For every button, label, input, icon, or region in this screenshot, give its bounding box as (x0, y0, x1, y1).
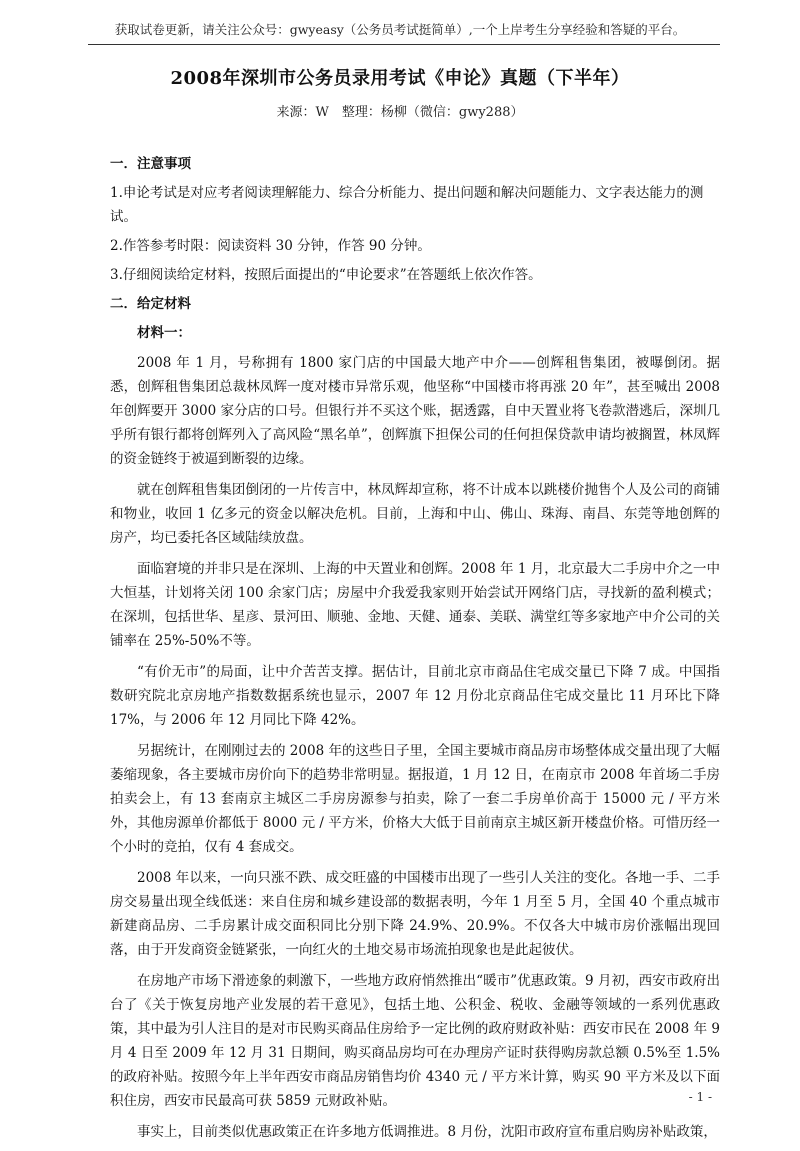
material-paragraph: “有价无市”的局面，让中介苦苦支撑。据估计，目前北京市商品住宅成交量已下降 7 成。中国指数研究院北京房地产指数数据系统也显示，2007 年 12 月份北京商品住宅成交量比 11 月环比下降 17%，与 2006 年 12 月同比下降 42%。 (110, 664, 720, 728)
section-heading-notes: 一．注意事项 (110, 156, 191, 172)
section-heading-materials: 二．给定材料 (110, 296, 191, 312)
note-item: 2.作答参考时限：阅读资料 30 分钟，作答 90 分钟。 (110, 238, 431, 254)
header-note: 获取试卷更新，请关注公众号：gwyeasy（公务员考试挺简单）,一个上岸考生分享经验和答疑的平台。 (114, 22, 686, 37)
material-paragraph: 面临窘境的并非只是在深圳、上海的中天置业和创辉。2008 年 1 月，北京最大二手房中介之一中大恒基，计划将关闭 100 余家门店；房屋中介我爱我家则开始尝试开网络门店，寻找新的盈利模式；在深圳，包括世华、星彦、景河田、顺驰、金地、天健、通泰、美联、满堂红等多家地产中介公司的关铺率在 25%-50%不等。 (110, 561, 720, 649)
note-item: 3.仔细阅读给定材料，按照后面提出的“申论要求”在答题纸上依次作答。 (110, 267, 542, 283)
note-item: 1.申论考试是对应考者阅读理解能力、综合分析能力、提出问题和解决问题能力、文字表达能力的测试。 (110, 185, 704, 225)
material-paragraph: 就在创辉租售集团倒闭的一片传言中，林凤辉却宣称，将不计成本以跳楼价抛售个人及公司的商铺和物业，收回 1 亿多元的资金以解决危机。目前，上海和中山、佛山、珠海、南昌、东莞等地创辉的房产，均已委托各区域陆续放盘。 (110, 482, 720, 546)
page-number: - 1 - (688, 1090, 712, 1104)
material-paragraph: 事实上，目前类似优惠政策正在许多地方低调推进。8 月份，沈阳市政府宣布重启购房补贴政策， (137, 1124, 717, 1140)
material-subheading: 材料一： (137, 325, 191, 341)
material-paragraph: 2008 年以来，一向只涨不跌、成交旺盛的中国楼市出现了一些引人关注的变化。各地一手、二手房交易量出现全线低迷：来自住房和城乡建设部的数据表明，今年 1 月至 5 月，全国 40 个重点城市新建商品房、二手房累计成交面积同比分别下降 24.9%、20.9%。不仅各大中城市房价涨幅出现回落，由于开发商资金链紧张，一向红火的土地交易市场流拍现象也是此起彼伏。 (110, 870, 720, 958)
page-title: 2008年深圳市公务员录用考试《申论》真题（下半年） (170, 68, 630, 89)
header-divider (88, 44, 720, 45)
source-line: 来源：W 整理：杨柳（微信：gwy288） (276, 105, 524, 120)
material-paragraph: 2008 年 1 月，号称拥有 1800 家门店的中国最大地产中介——创辉租售集团，被曝倒闭。据悉，创辉租售集团总裁林凤辉一度对楼市异常乐观，他坚称“中国楼市将再涨 20 年”，甚至喊出 2008 年创辉要开 3000 家分店的口号。但银行并不买这个账，据透露，自中天置业将飞卷款潜逃后，深圳几乎所有银行都将创辉列入了高风险“黑名单”，创辉旗下担保公司的任何担保贷款申请均被搁置，林凤辉的资金链终于被逼到断裂的边缘。 (110, 355, 720, 467)
material-paragraph: 另据统计，在刚刚过去的 2008 年的这些日子里，全国主要城市商品房市场整体成交量出现了大幅萎缩现象，各主要城市房价向下的趋势非常明显。据报道，1 月 12 日，在南京市 2008 年首场二手房拍卖会上，有 13 套南京主城区二手房房源参与拍卖，除了一套二手房单价高于 15000 元 / 平方米外，其他房源单价都低于 8000 元 / 平方米，价格大大低于目前南京主城区新开楼盘价格。可惜历经一个小时的竞拍，仅有 4 套成交。 (110, 743, 720, 855)
document-body (110, 152, 720, 1151)
material-paragraph: 在房地产市场下滑迹象的刺激下，一些地方政府悄然推出“暖市”优惠政策。9 月初，西安市政府出台了《关于恢复房地产业发展的若干意见》，包括土地、公积金、税收、金融等领域的一系列优惠政策，其中最为引人注目的是对市民购买商品住房给予一定比例的政府财政补贴：西安市民在 2008 年 9 月 4 日至 2009 年 12 月 31 日期间，购买商品房均可在办理房产证时获得购房款总额 0.5%至 1.5%的政府补贴。按照今年上半年西安市商品房销售均价 4340 元 / 平方米计算，购买 90 平方米及以下面积住房，西安市民最高可获 5859 元财政补贴。 (110, 973, 720, 1109)
